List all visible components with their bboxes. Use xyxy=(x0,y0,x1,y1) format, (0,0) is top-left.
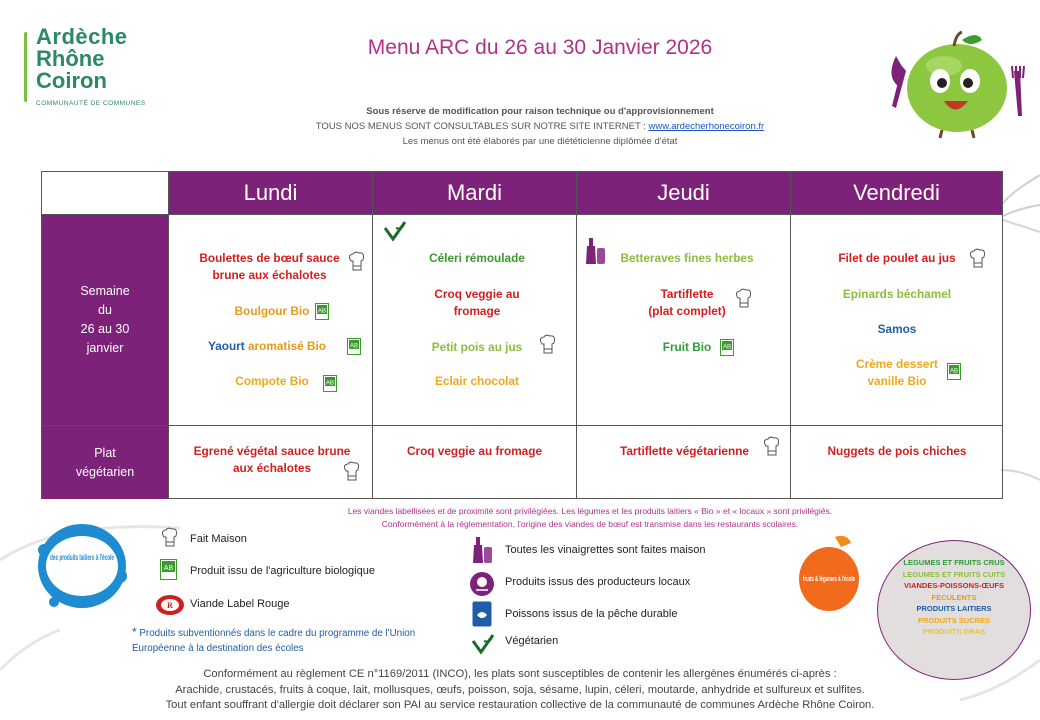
dairy-at-school-badge-icon xyxy=(34,520,130,612)
logo-line-1: Ardèche xyxy=(36,24,128,49)
header-vendredi: Vendredi xyxy=(791,172,1002,214)
row-week-line-4: janvier xyxy=(86,341,124,355)
cell-jeudi-veg xyxy=(577,425,791,499)
cell-vendredi-week xyxy=(791,214,1002,425)
eu-note-text-1: Produits subventionnés dans le cadre du programme de l'Union xyxy=(136,628,416,639)
row-veg-line-1: Plat xyxy=(94,445,116,460)
apple-mascot-icon xyxy=(882,26,1032,138)
cell-mardi-veg xyxy=(373,425,577,499)
organic-ab-icon xyxy=(347,338,361,355)
label-rouge-icon xyxy=(155,593,185,617)
menu-vendredi-dessert-l1: Crème dessert xyxy=(856,357,938,371)
chef-hat-icon xyxy=(762,436,782,458)
logo-line-2: Rhône xyxy=(36,46,105,71)
svg-text:R: R xyxy=(167,601,173,610)
allergen-l3: Tout enfant souffrant d'allergie doit déclarer son PAI au service restauration collective de la communauté de communes Ardèche Rhône Coiron. xyxy=(165,699,875,711)
vegetarian-leaf-icon xyxy=(470,633,496,655)
organic-ab-icon xyxy=(323,375,337,392)
menu-lundi-dairy-a: Yaourt xyxy=(207,339,248,353)
organic-ab-icon xyxy=(160,559,177,580)
vinaigrette-bottle-icon xyxy=(586,238,606,266)
menu-vendredi-dessert-l2: vanille Bio xyxy=(867,374,927,388)
svg-text:AB: AB xyxy=(722,344,732,351)
svg-text:AB: AB xyxy=(349,343,359,350)
sourcing-note-l1: Les viandes labellisées et de proximité sont privilégiées. Les légumes et les produits laitiers « Bio » et « locaux » sont privilégiés. xyxy=(347,506,833,516)
menu-mardi-starter: Céleri rémoulade xyxy=(429,251,525,265)
row-week-line-3: 26 au 30 xyxy=(80,322,130,336)
logo-line-3: Coiron xyxy=(36,68,107,93)
legend-vinaigrettes: Toutes les vinaigrettes sont faites maison xyxy=(505,544,706,556)
sourcing-note-l2: Conformément à la réglementation, l'origine des viandes de bœuf est transmise dans les restaurants scolaires. xyxy=(381,518,799,529)
allergen-notice xyxy=(95,667,945,714)
veg-mardi: Croq veggie au fromage xyxy=(406,444,543,458)
eu-note-star: * xyxy=(132,625,137,639)
header-jeudi: Jeudi xyxy=(577,172,791,214)
website-line xyxy=(230,119,850,134)
row-veg-line-2: végétarien xyxy=(75,464,135,479)
svg-text:AB: AB xyxy=(325,380,335,387)
cell-vendredi-veg xyxy=(791,425,1002,499)
eu-note-l1 xyxy=(132,625,462,641)
group-raw: LEGUMES ET FRUITS CRUS xyxy=(903,558,1005,567)
chef-hat-icon xyxy=(734,288,754,310)
vegetarian-leaf-icon xyxy=(382,220,408,242)
allergen-l1: Conformément au règlement CE n°1169/2011 (INCO), les plats sont susceptibles de contenir les allergènes énumérés ci-après : xyxy=(203,668,837,680)
row-label-veg xyxy=(42,425,169,499)
menu-mardi-main xyxy=(402,286,552,320)
menu-lundi-dairy xyxy=(192,338,342,355)
organic-ab-icon xyxy=(720,339,734,356)
fruits-vegetables-at-school-badge-icon xyxy=(795,533,865,613)
food-groups-legend xyxy=(877,540,1031,680)
group-cooked: LEGUMES ET FRUITS CUITS xyxy=(902,569,1006,579)
dietitian-line: Les menus ont été élaborés par une diététicienne diplômée d'état xyxy=(402,136,678,147)
chef-hat-icon xyxy=(342,461,362,483)
legend-label-rouge: Viande Label Rouge xyxy=(190,598,290,610)
group-dairy: PRODUITS LAITIERS xyxy=(916,604,992,613)
dairy-badge-text: des produits laitiers à l'école xyxy=(50,552,115,562)
eu-program-note xyxy=(132,625,462,656)
vinaigrette-bottle-icon xyxy=(473,537,493,565)
menu-lundi-main-l2: brune aux échalotes xyxy=(212,268,327,282)
menu-lundi-main xyxy=(182,250,357,284)
notice-line: Sous réserve de modification pour raison technique ou d'approvisionnement xyxy=(366,106,714,117)
sourcing-note xyxy=(290,505,890,530)
header-lundi: Lundi xyxy=(169,172,373,214)
organic-ab-icon xyxy=(947,363,961,380)
menu-jeudi-main-l1: Tartiflette xyxy=(660,287,714,301)
veg-lundi-l2: aux échalotes xyxy=(232,461,312,475)
chef-hat-icon xyxy=(968,248,988,270)
menu-mardi-main-l2: fromage xyxy=(453,304,501,318)
brand-logo xyxy=(24,26,159,122)
svg-text:AB: AB xyxy=(317,308,327,315)
menu-vendredi-dairy: Samos xyxy=(877,322,917,336)
group-starch: FECULENTS xyxy=(931,592,977,602)
svg-text:AB: AB xyxy=(163,565,174,572)
legend-sustainable-fish: Poissons issus de la pêche durable xyxy=(505,608,678,620)
row-label-week xyxy=(42,214,169,425)
menu-vendredi-main: Filet de poulet au jus xyxy=(838,251,956,265)
menu-jeudi-main-l2: (plat complet) xyxy=(648,304,726,318)
chef-hat-icon xyxy=(347,251,367,273)
logo-mark xyxy=(24,32,35,102)
website-prefix: TOUS NOS MENUS SONT CONSULTABLES SUR NOTRE SITE INTERNET : xyxy=(315,121,649,132)
menu-jeudi-starter: Betteraves fines herbes xyxy=(620,251,754,265)
website-link[interactable]: www.ardecherhonecoiron.fr xyxy=(648,121,765,132)
menu-table xyxy=(41,171,1003,499)
header-mardi: Mardi xyxy=(373,172,577,214)
row-week-line-2: du xyxy=(98,303,112,317)
group-fat: PRODUITS GRAS xyxy=(922,627,986,636)
header-notes xyxy=(230,104,850,149)
group-sugar: PRODUITS SUCRES xyxy=(917,615,991,625)
menu-mardi-dessert: Eclair chocolat xyxy=(435,374,519,388)
fruits-badge-text: fruits & légumes à l'école xyxy=(803,574,855,583)
veg-jeudi: Tartiflette végétarienne xyxy=(620,444,749,458)
veg-vendredi: Nuggets de pois chiches xyxy=(827,444,967,458)
eu-note-l2: Européenne à la destination des écoles xyxy=(132,643,304,654)
menu-lundi-dessert: Compote Bio xyxy=(235,374,309,388)
row-week-line-1: Semaine xyxy=(80,284,130,298)
legend-bio: Produit issu de l'agriculture biologique xyxy=(190,565,375,577)
menu-lundi-side: Boulgour Bio xyxy=(234,304,310,318)
allergen-l2: Arachide, crustacés, fruits à coque, lait, mollusques, œufs, poisson, soja, sésame, lupin, céleri, moutarde, anhydride et sulfureux et sulfites. xyxy=(175,683,865,696)
table-corner xyxy=(42,172,169,215)
chef-hat-icon xyxy=(538,334,558,356)
sustainable-fish-icon xyxy=(472,601,492,627)
menu-lundi-dairy-b: aromatisé Bio xyxy=(247,339,327,353)
logo-subtitle: COMMUNAUTÉ DE COMMUNES xyxy=(36,100,146,107)
local-producers-icon xyxy=(468,571,496,597)
menu-mardi-main-l1: Croq veggie au xyxy=(434,287,520,301)
legend-vegetarian: Végétarien xyxy=(505,635,559,647)
menu-lundi-main-l1: Boulettes de bœuf sauce xyxy=(199,251,340,265)
legend-local-producers: Produits issus des producteurs locaux xyxy=(505,576,691,588)
menu-vendredi-side: Epinards béchamel xyxy=(842,287,952,301)
organic-ab-icon xyxy=(315,303,329,320)
menu-vendredi-dessert xyxy=(837,356,957,390)
veg-lundi-l1: Egrené végétal sauce brune xyxy=(193,444,351,458)
svg-text:AB: AB xyxy=(949,368,959,375)
veg-lundi xyxy=(177,443,367,477)
legend-fait-maison: Fait Maison xyxy=(190,533,247,545)
group-meat: VIANDES-POISSONS-ŒUFS xyxy=(903,581,1004,590)
menu-jeudi-dessert: Fruit Bio xyxy=(662,340,712,354)
chef-hat-icon xyxy=(160,527,178,547)
menu-mardi-side: Petit pois au jus xyxy=(431,340,523,354)
page-title: Menu ARC du 26 au 30 Janvier 2026 xyxy=(367,36,713,59)
